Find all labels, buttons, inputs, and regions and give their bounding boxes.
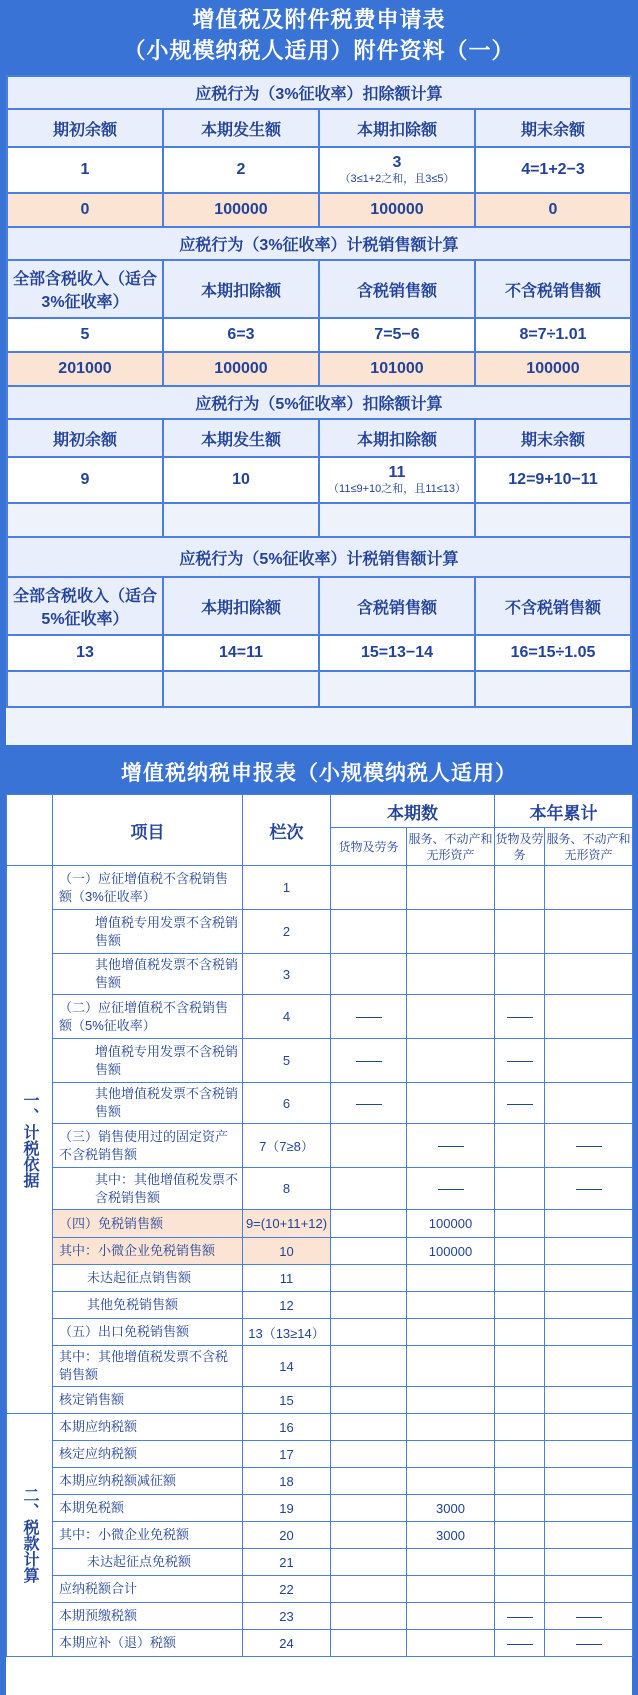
row-column-no: 19 bbox=[243, 1495, 331, 1522]
header-services: 服务、不动产和无形资产 bbox=[407, 828, 495, 866]
row-value-cell[interactable] bbox=[407, 1549, 495, 1576]
table-row bbox=[7, 1522, 633, 1549]
row-item: 增值税专用发票不含税销售额 bbox=[53, 910, 243, 954]
row-value-cell[interactable] bbox=[495, 866, 545, 910]
row-value-cell[interactable] bbox=[545, 1039, 633, 1083]
row-value-cell[interactable] bbox=[495, 1387, 545, 1414]
s3-formula-11 bbox=[319, 457, 475, 503]
table-row bbox=[7, 1549, 633, 1576]
row-column-no: 21 bbox=[243, 1549, 331, 1576]
dash-mark bbox=[356, 1104, 382, 1105]
s2-formula: 8=7÷1.01 bbox=[475, 318, 631, 352]
row-item: 其中：其他增值税发票不含税销售额 bbox=[53, 1168, 243, 1210]
row-value-cell[interactable] bbox=[545, 1346, 633, 1387]
table-row bbox=[7, 1495, 633, 1522]
row-value-cell[interactable] bbox=[545, 910, 633, 954]
row-value-cell[interactable] bbox=[331, 1083, 407, 1124]
row-value-cell[interactable] bbox=[331, 1124, 407, 1168]
row-value-cell[interactable] bbox=[495, 1083, 545, 1124]
row-item: 其中：小微企业免税销售额 bbox=[53, 1238, 243, 1265]
s3-formula-note: （11≤9+10之和，且11≤13） bbox=[328, 483, 466, 495]
s1-value: 100000 bbox=[319, 193, 475, 227]
table-row bbox=[7, 910, 633, 954]
row-value-cell[interactable] bbox=[331, 1210, 407, 1238]
row-value-cell[interactable]: 100000 bbox=[407, 1210, 495, 1238]
row-value-cell[interactable] bbox=[331, 995, 407, 1039]
table-row bbox=[7, 995, 633, 1039]
row-value-cell[interactable] bbox=[545, 1292, 633, 1319]
table-row bbox=[7, 1441, 633, 1468]
row-item: 本期免税额 bbox=[53, 1495, 243, 1522]
row-value-cell[interactable] bbox=[495, 1603, 545, 1630]
s3-value-cell bbox=[7, 503, 163, 537]
row-value-cell[interactable] bbox=[407, 1630, 495, 1657]
row-value-cell[interactable] bbox=[495, 1292, 545, 1319]
row-value-cell[interactable] bbox=[407, 995, 495, 1039]
row-value-cell[interactable] bbox=[545, 1238, 633, 1265]
row-value-cell[interactable] bbox=[407, 1414, 495, 1441]
s4-value-cell bbox=[7, 671, 163, 707]
row-value-cell[interactable] bbox=[545, 1468, 633, 1495]
s4-header: 本期扣除额 bbox=[163, 577, 319, 635]
row-column-no: 1 bbox=[243, 866, 331, 910]
row-value-cell[interactable] bbox=[495, 1265, 545, 1292]
s2-formula: 7=5−6 bbox=[319, 318, 475, 352]
row-item: 其他免税销售额 bbox=[53, 1292, 243, 1319]
row-column-no: 22 bbox=[243, 1576, 331, 1603]
row-value-cell[interactable] bbox=[331, 1495, 407, 1522]
table-row bbox=[7, 1387, 633, 1414]
row-value-cell[interactable] bbox=[331, 1522, 407, 1549]
row-column-no: 10 bbox=[243, 1238, 331, 1265]
s3-value-cell bbox=[163, 503, 319, 537]
s3-header: 期初余额 bbox=[7, 419, 163, 457]
row-value-cell[interactable] bbox=[331, 910, 407, 954]
row-value-cell[interactable] bbox=[331, 1549, 407, 1576]
row-value-cell[interactable] bbox=[331, 866, 407, 910]
table-row bbox=[7, 1576, 633, 1603]
s3-header: 期末余额 bbox=[475, 419, 631, 457]
s4-formula: 15=13−14 bbox=[319, 635, 475, 671]
row-value-cell[interactable] bbox=[495, 1238, 545, 1265]
row-value-cell[interactable] bbox=[495, 1495, 545, 1522]
row-value-cell[interactable] bbox=[331, 1346, 407, 1387]
attachment-table bbox=[6, 75, 632, 708]
main-panel bbox=[6, 794, 632, 1695]
s2-value: 101000 bbox=[319, 352, 475, 386]
s3-formula: 9 bbox=[7, 457, 163, 503]
declaration-table bbox=[6, 794, 633, 1657]
s3-header: 本期扣除额 bbox=[319, 419, 475, 457]
row-value-cell[interactable] bbox=[407, 1346, 495, 1387]
row-value-cell[interactable] bbox=[331, 1238, 407, 1265]
table-row bbox=[7, 1265, 633, 1292]
row-column-no: 3 bbox=[243, 954, 331, 995]
s1-value: 0 bbox=[7, 193, 163, 227]
row-column-no: 5 bbox=[243, 1039, 331, 1083]
row-item: 应纳税额合计 bbox=[53, 1576, 243, 1603]
table-row bbox=[7, 1346, 633, 1387]
s4-value-cell bbox=[163, 671, 319, 707]
row-value-cell[interactable] bbox=[495, 1124, 545, 1168]
s3-title: 应税行为（5%征收率）扣除额计算 bbox=[7, 386, 631, 419]
row-value-cell[interactable] bbox=[545, 1549, 633, 1576]
s1-formula-main: 3 bbox=[392, 154, 402, 171]
row-value-cell[interactable] bbox=[495, 1441, 545, 1468]
row-value-cell[interactable] bbox=[407, 954, 495, 995]
title-line1: 增值税及附件税费申请表 bbox=[192, 7, 446, 32]
row-column-no: 7（7≥8） bbox=[243, 1124, 331, 1168]
row-value-cell[interactable] bbox=[331, 1292, 407, 1319]
category-label: 二、税款计算 bbox=[7, 1414, 53, 1657]
s4-header: 全部含税收入（适合5%征收率） bbox=[7, 577, 163, 635]
row-value-cell[interactable] bbox=[545, 1603, 633, 1630]
row-value-cell[interactable] bbox=[545, 1441, 633, 1468]
table-row bbox=[7, 1039, 633, 1083]
row-item: 其中：小微企业免税额 bbox=[53, 1522, 243, 1549]
header-goods: 货物及劳务 bbox=[331, 828, 407, 866]
row-column-no: 4 bbox=[243, 995, 331, 1039]
dash-mark bbox=[438, 1189, 464, 1190]
row-value-cell[interactable] bbox=[495, 1210, 545, 1238]
row-value-cell[interactable] bbox=[331, 1468, 407, 1495]
s4-header: 不含税销售额 bbox=[475, 577, 631, 635]
s1-formula-note: （3≤1+2之和，且3≤5） bbox=[339, 173, 455, 185]
s4-title: 应税行为（5%征收率）计税销售额计算 bbox=[7, 537, 631, 577]
s2-value: 201000 bbox=[7, 352, 163, 386]
table-row bbox=[7, 1630, 633, 1657]
header-year-total: 本年累计 bbox=[495, 795, 633, 828]
row-value-cell[interactable] bbox=[407, 1168, 495, 1210]
table-row bbox=[7, 1414, 633, 1441]
row-value-cell[interactable] bbox=[407, 1292, 495, 1319]
row-item: （四）免税销售额 bbox=[53, 1210, 243, 1238]
row-value-cell[interactable] bbox=[331, 1630, 407, 1657]
row-item: 本期应补（退）税额 bbox=[53, 1630, 243, 1657]
s3-formula-main: 11 bbox=[388, 464, 406, 481]
s1-header: 本期发生额 bbox=[163, 109, 319, 147]
row-value-cell[interactable] bbox=[495, 1319, 545, 1346]
row-value-cell[interactable]: 3000 bbox=[407, 1522, 495, 1549]
dash-mark bbox=[438, 1146, 464, 1147]
row-item: 未达起征点免税额 bbox=[53, 1549, 243, 1576]
s3-formula: 10 bbox=[163, 457, 319, 503]
s2-header: 不含税销售额 bbox=[475, 260, 631, 318]
dash-mark bbox=[576, 1146, 602, 1147]
row-value-cell[interactable] bbox=[545, 1522, 633, 1549]
table-row bbox=[7, 954, 633, 995]
row-value-cell[interactable] bbox=[545, 1265, 633, 1292]
row-value-cell[interactable] bbox=[407, 1603, 495, 1630]
attachment-panel bbox=[6, 75, 632, 745]
table-row bbox=[7, 1124, 633, 1168]
row-value-cell[interactable] bbox=[495, 1549, 545, 1576]
row-value-cell[interactable] bbox=[407, 1039, 495, 1083]
header-column-no: 栏次 bbox=[243, 795, 331, 866]
row-value-cell[interactable] bbox=[495, 1168, 545, 1210]
table-row bbox=[7, 866, 633, 910]
dash-mark bbox=[356, 1061, 382, 1062]
row-value-cell[interactable] bbox=[407, 866, 495, 910]
row-item: 未达起征点销售额 bbox=[53, 1265, 243, 1292]
dash-mark bbox=[507, 1644, 533, 1645]
row-item: （五）出口免税销售额 bbox=[53, 1319, 243, 1346]
table-row bbox=[7, 1603, 633, 1630]
s1-formula: 1 bbox=[7, 147, 163, 193]
row-value-cell[interactable] bbox=[331, 1576, 407, 1603]
row-value-cell[interactable]: 3000 bbox=[407, 1495, 495, 1522]
table-row bbox=[7, 1238, 633, 1265]
dash-mark bbox=[576, 1617, 602, 1618]
row-column-no: 17 bbox=[243, 1441, 331, 1468]
row-value-cell[interactable] bbox=[545, 1168, 633, 1210]
row-value-cell[interactable] bbox=[545, 1083, 633, 1124]
row-value-cell[interactable] bbox=[545, 1414, 633, 1441]
s2-title: 应税行为（3%征收率）计税销售额计算 bbox=[7, 227, 631, 260]
row-item: （三）销售使用过的固定资产不含税销售额 bbox=[53, 1124, 243, 1168]
dash-mark bbox=[507, 1617, 533, 1618]
row-item: 其中：其他增值税发票不含税销售额 bbox=[53, 1346, 243, 1387]
row-column-no: 11 bbox=[243, 1265, 331, 1292]
s4-value-cell bbox=[319, 671, 475, 707]
row-value-cell[interactable] bbox=[331, 1603, 407, 1630]
row-value-cell[interactable] bbox=[495, 1346, 545, 1387]
row-item: 核定销售额 bbox=[53, 1387, 243, 1414]
header-services: 服务、不动产和无形资产 bbox=[545, 828, 633, 866]
row-item: 本期预缴税额 bbox=[53, 1603, 243, 1630]
row-column-no: 14 bbox=[243, 1346, 331, 1387]
row-value-cell[interactable] bbox=[331, 1319, 407, 1346]
row-value-cell[interactable] bbox=[331, 1265, 407, 1292]
title-line2: （小规模纳税人适用）附件资料（一） bbox=[123, 38, 515, 63]
s4-formula: 14=11 bbox=[163, 635, 319, 671]
row-value-cell[interactable] bbox=[545, 1495, 633, 1522]
s1-formula: 2 bbox=[163, 147, 319, 193]
s2-header: 含税销售额 bbox=[319, 260, 475, 318]
row-value-cell[interactable] bbox=[545, 1210, 633, 1238]
row-column-no: 18 bbox=[243, 1468, 331, 1495]
row-value-cell[interactable] bbox=[331, 954, 407, 995]
category-label: 一、计税依据 bbox=[7, 866, 53, 1414]
s1-header: 期末余额 bbox=[475, 109, 631, 147]
row-value-cell[interactable] bbox=[545, 1319, 633, 1346]
row-value-cell[interactable] bbox=[407, 1319, 495, 1346]
row-item: 核定应纳税额 bbox=[53, 1441, 243, 1468]
s4-value-cell bbox=[475, 671, 631, 707]
s4-header: 含税销售额 bbox=[319, 577, 475, 635]
row-value-cell[interactable] bbox=[495, 954, 545, 995]
main-table-title: 增值税纳税申报表（小规模纳税人适用） bbox=[0, 753, 638, 794]
row-value-cell[interactable] bbox=[495, 995, 545, 1039]
dash-mark bbox=[356, 1017, 382, 1018]
header-item: 项目 bbox=[53, 795, 243, 866]
row-column-no: 2 bbox=[243, 910, 331, 954]
table-row bbox=[7, 1083, 633, 1124]
row-item: （二）应征增值税不含税销售额（5%征收率） bbox=[53, 995, 243, 1039]
dash-mark bbox=[576, 1189, 602, 1190]
page-title bbox=[0, 0, 638, 70]
row-value-cell[interactable] bbox=[331, 1168, 407, 1210]
s3-header: 本期发生额 bbox=[163, 419, 319, 457]
row-item: 其他增值税发票不含税销售额 bbox=[53, 954, 243, 995]
row-value-cell[interactable] bbox=[545, 954, 633, 995]
s2-value: 100000 bbox=[163, 352, 319, 386]
s3-value-cell bbox=[475, 503, 631, 537]
row-value-cell[interactable]: 100000 bbox=[407, 1238, 495, 1265]
row-value-cell[interactable] bbox=[545, 1576, 633, 1603]
table-row bbox=[7, 1210, 633, 1238]
s1-header: 本期扣除额 bbox=[319, 109, 475, 147]
row-column-no: 12 bbox=[243, 1292, 331, 1319]
dash-mark bbox=[507, 1104, 533, 1105]
s1-formula-3 bbox=[319, 147, 475, 193]
row-value-cell[interactable] bbox=[331, 1387, 407, 1414]
row-value-cell[interactable] bbox=[545, 1387, 633, 1414]
row-value-cell[interactable] bbox=[331, 1039, 407, 1083]
row-value-cell[interactable] bbox=[407, 1124, 495, 1168]
row-value-cell[interactable] bbox=[495, 1576, 545, 1603]
row-value-cell[interactable] bbox=[407, 1441, 495, 1468]
row-item: （一）应征增值税不含税销售额（3%征收率） bbox=[53, 866, 243, 910]
row-value-cell[interactable] bbox=[545, 1124, 633, 1168]
row-value-cell[interactable] bbox=[545, 995, 633, 1039]
row-value-cell[interactable] bbox=[407, 1083, 495, 1124]
row-column-no: 16 bbox=[243, 1414, 331, 1441]
s1-formula: 4=1+2−3 bbox=[475, 147, 631, 193]
dash-mark bbox=[507, 1061, 533, 1062]
s2-header: 本期扣除额 bbox=[163, 260, 319, 318]
row-item: 增值税专用发票不含税销售额 bbox=[53, 1039, 243, 1083]
row-value-cell[interactable] bbox=[331, 1414, 407, 1441]
s4-formula: 16=15÷1.05 bbox=[475, 635, 631, 671]
header-corner bbox=[7, 795, 53, 866]
table-row bbox=[7, 1319, 633, 1346]
row-column-no: 8 bbox=[243, 1168, 331, 1210]
row-value-cell[interactable] bbox=[495, 1414, 545, 1441]
s1-header: 期初余额 bbox=[7, 109, 163, 147]
table-row bbox=[7, 1168, 633, 1210]
s1-value: 100000 bbox=[163, 193, 319, 227]
row-item: 其他增值税发票不含税销售额 bbox=[53, 1083, 243, 1124]
row-value-cell[interactable] bbox=[407, 1576, 495, 1603]
header-current-period: 本期数 bbox=[331, 795, 495, 828]
row-value-cell[interactable] bbox=[407, 1265, 495, 1292]
s2-header: 全部含税收入（适合3%征收率） bbox=[7, 260, 163, 318]
row-value-cell[interactable] bbox=[495, 1522, 545, 1549]
s3-value-cell bbox=[319, 503, 475, 537]
dash-mark bbox=[576, 1644, 602, 1645]
s1-title: 应税行为（3%征收率）扣除额计算 bbox=[7, 76, 631, 109]
table-row bbox=[7, 1468, 633, 1495]
row-value-cell[interactable] bbox=[407, 1387, 495, 1414]
s2-value: 100000 bbox=[475, 352, 631, 386]
dash-mark bbox=[507, 1017, 533, 1018]
s3-formula: 12=9+10−11 bbox=[475, 457, 631, 503]
row-column-no: 15 bbox=[243, 1387, 331, 1414]
row-value-cell[interactable] bbox=[545, 1630, 633, 1657]
row-value-cell[interactable] bbox=[407, 910, 495, 954]
row-value-cell[interactable] bbox=[331, 1441, 407, 1468]
row-column-no: 23 bbox=[243, 1603, 331, 1630]
row-item: 本期应纳税额 bbox=[53, 1414, 243, 1441]
s1-value: 0 bbox=[475, 193, 631, 227]
row-value-cell[interactable] bbox=[495, 1468, 545, 1495]
table-row bbox=[7, 1292, 633, 1319]
s2-formula: 6=3 bbox=[163, 318, 319, 352]
row-value-cell[interactable] bbox=[545, 866, 633, 910]
row-column-no: 9=(10+11+12) bbox=[243, 1210, 331, 1238]
row-value-cell[interactable] bbox=[495, 1630, 545, 1657]
row-column-no: 13（13≥14） bbox=[243, 1319, 331, 1346]
row-column-no: 24 bbox=[243, 1630, 331, 1657]
s2-formula: 5 bbox=[7, 318, 163, 352]
header-goods: 货物及劳务 bbox=[495, 828, 545, 866]
row-value-cell[interactable] bbox=[407, 1468, 495, 1495]
row-item: 本期应纳税额减征额 bbox=[53, 1468, 243, 1495]
row-column-no: 6 bbox=[243, 1083, 331, 1124]
s4-formula: 13 bbox=[7, 635, 163, 671]
row-column-no: 20 bbox=[243, 1522, 331, 1549]
row-value-cell[interactable] bbox=[495, 1039, 545, 1083]
row-value-cell[interactable] bbox=[495, 910, 545, 954]
